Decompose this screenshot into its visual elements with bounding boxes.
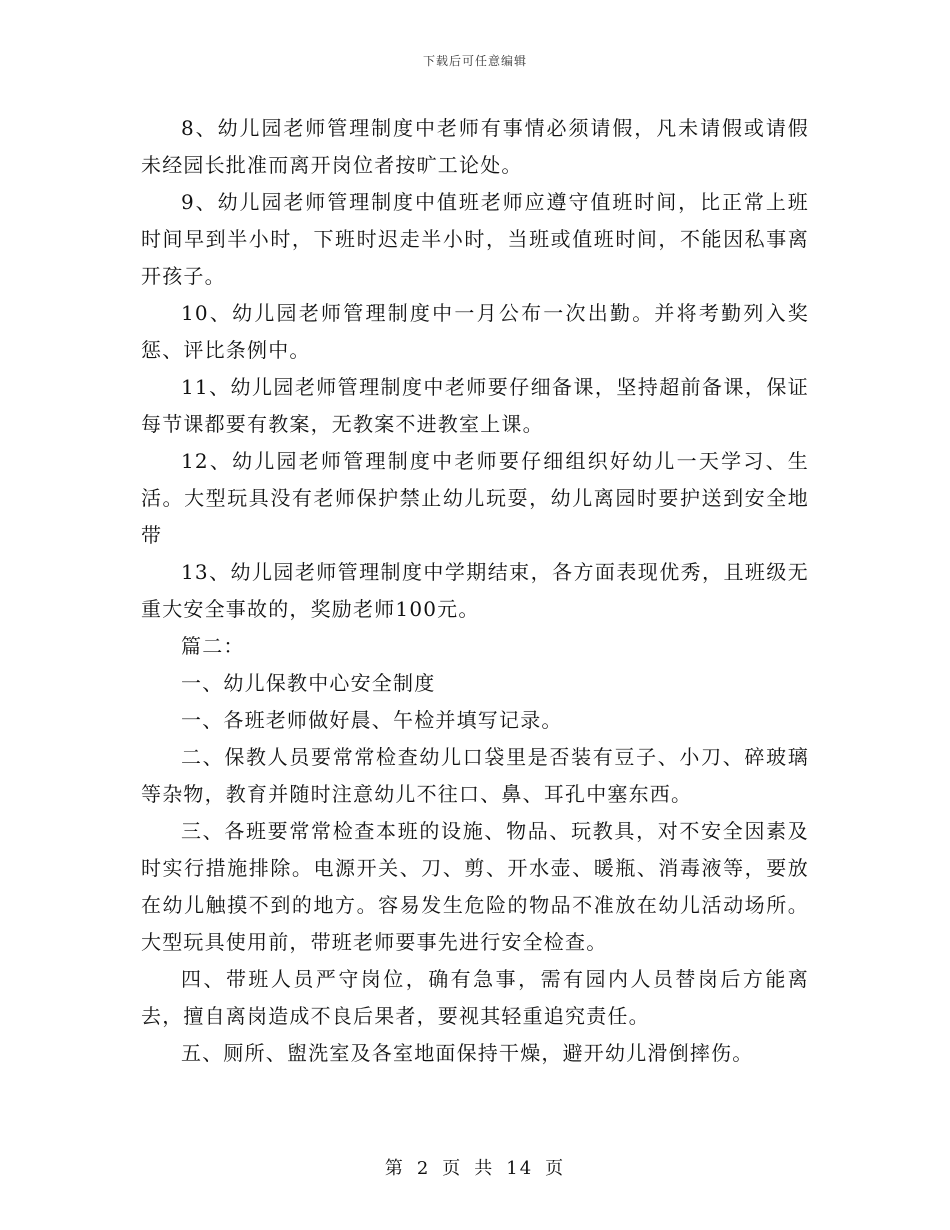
section-heading-part-two: 篇二： [181,634,245,658]
safety-item-2: 二、保教人员要常常检查幼儿口袋里是否装有豆子、小刀、碎玻璃等杂物，教育并随时注意幼儿不往口、鼻、耳孔中塞东西。 [141,745,809,806]
footer-current-page: 2 [416,1158,431,1179]
footer-page-word: 页 [442,1158,463,1179]
safety-item-5: 五、厕所、盥洗室及各室地面保持干燥，避开幼儿滑倒摔伤。 [181,1041,754,1065]
paragraph-8: 8、幼儿园老师管理制度中老师有事情必须请假，凡未请假或请假未经园长批准而离开岗位者按旷工论处。 [141,116,809,177]
footer-suffix: 页 [545,1158,566,1179]
paragraph-12: 12、幼儿园老师管理制度中老师要仔细组织好幼儿一天学习、生活。大型玩具没有老师保护禁止幼儿玩耍，幼儿离园时要护送到安全地带 [141,449,809,547]
document-body [141,110,809,1072]
page-number-footer [0,1154,950,1180]
footer-total-pages: 14 [506,1158,534,1179]
safety-item-1: 一、各班老师做好晨、午检并填写记录。 [181,708,563,732]
section-heading-safety-system: 一、幼儿保教中心安全制度 [181,671,436,695]
header-note: 下载后可任意编辑 [422,54,527,68]
safety-item-3: 三、各班要常常检查本班的设施、物品、玩教具，对不安全因素及时实行措施排除。电源开关、刀、剪、开水壶、暖瓶、消毒液等，要放在幼儿触摸不到的地方。容易发生危险的物品不准放在幼儿活动场所。大型玩具使用前，带班老师要事先进行安全检查。 [141,819,809,954]
footer-prefix: 第 [384,1158,405,1179]
paragraph-10: 10、幼儿园老师管理制度中一月公布一次出勤。并将考勤列入奖惩、评比条例中。 [141,301,809,362]
paragraph-11: 11、幼儿园老师管理制度中老师要仔细备课，坚持超前备课，保证每节课都要有教案，无教案不进教室上课。 [141,375,809,436]
footer-total-word: 共 [474,1158,495,1179]
safety-item-4: 四、带班人员严守岗位，确有急事，需有园内人员替岗后方能离去，擅自离岗造成不良后果者，要视其轻重追究责任。 [141,967,809,1028]
paragraph-13: 13、幼儿园老师管理制度中学期结束，各方面表现优秀，且班级无重大安全事故的，奖励老师100元。 [141,560,809,621]
paragraph-9: 9、幼儿园老师管理制度中值班老师应遵守值班时间，比正常上班时间早到半小时，下班时迟走半小时，当班或值班时间，不能因私事离开孩子。 [141,190,809,288]
